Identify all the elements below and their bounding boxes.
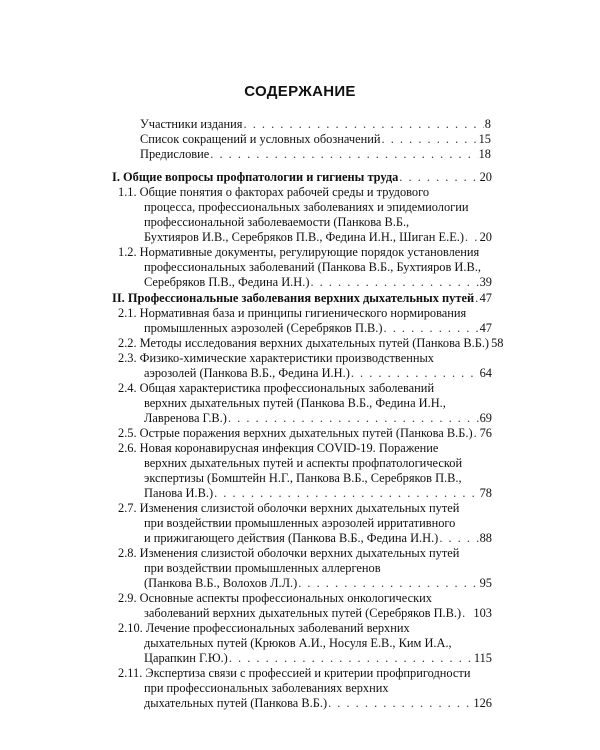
toc-entry[interactable] [114, 147, 491, 162]
toc-entry-line: Панова И.В.) [144, 486, 214, 500]
toc-entry-line: 2.8. Изменения слизистой оболочки верхних дыхательных путей [118, 546, 460, 560]
toc-page-number: 58 [491, 336, 504, 350]
toc-entry[interactable] [112, 501, 492, 546]
toc-entry[interactable] [112, 441, 492, 501]
toc-entry-line: (Панкова В.Б., Волохов Л.Л.) [144, 576, 298, 590]
toc-entry[interactable] [112, 351, 492, 381]
toc-page-number: 126 [473, 696, 492, 710]
toc-entry[interactable] [112, 336, 504, 351]
section-2 [112, 291, 504, 711]
toc-entry-text: Список сокращений и условных обозначений [140, 132, 381, 146]
toc-page-number: 47 [479, 291, 492, 305]
toc-entry[interactable] [114, 117, 491, 132]
toc-entry-line: при воздействии промышленных аэрозолей ирритативного [144, 516, 456, 530]
toc-entry[interactable] [112, 245, 492, 290]
toc-entry-line: 2.2. Методы исследования верхних дыхательных путей (Панкова В.Б.) [118, 336, 490, 350]
leader-dots [351, 366, 479, 381]
leader-dots [328, 696, 472, 711]
section-heading[interactable] [112, 170, 492, 185]
toc-page-number: 15 [478, 132, 491, 146]
toc-entry-line: дыхательных путей (Крюков А.И., Носуля Е.В., Ким И.А., [144, 636, 452, 650]
toc-page-number: 64 [479, 366, 492, 380]
toc-entry[interactable] [112, 591, 492, 621]
toc-page-number: 20 [479, 170, 492, 184]
toc-entry-line: 2.11. Экспертиза связи с профессией и критерии профпригодности [118, 666, 471, 680]
toc-page-number: 20 [479, 230, 492, 244]
toc-entry-line: промышленных аэрозолей (Серебряков П.В.) [144, 321, 383, 335]
section-heading-text: I. Общие вопросы профпатологии и гигиены труда [112, 170, 399, 184]
toc-page-number: 47 [479, 321, 492, 335]
leader-dots [229, 651, 473, 666]
toc-entry-text: Участники издания [140, 117, 243, 131]
toc-entry-line: дыхательных путей (Панкова В.Б.) [144, 696, 328, 710]
section-1 [112, 170, 492, 290]
toc-entry-line: Царапкин Г.Ю.) [144, 651, 228, 665]
leader-dots [214, 486, 479, 501]
leader-dots [228, 411, 479, 426]
toc-entry-line: профессиональной заболеваемости (Панкова В.Б., [144, 215, 410, 229]
toc-page-number: 78 [479, 486, 492, 500]
leader-dots [465, 230, 479, 245]
leader-dots [462, 606, 472, 621]
toc-entry[interactable] [112, 381, 492, 426]
toc-entry-line: верхних дыхательных путей и аспекты профпатологической [144, 456, 463, 470]
toc-entry-line: при воздействии промышленных аллергенов [144, 561, 381, 575]
toc-entry-line: 2.4. Общая характеристика профессиональных заболеваний [118, 381, 435, 395]
leader-dots [475, 291, 479, 306]
toc-page-number: 76 [479, 426, 492, 440]
toc-entry-line: Лавренова Г.В.) [144, 411, 227, 425]
toc-entry-line: 2.9. Основные аспекты профессиональных онкологических [118, 591, 432, 605]
leader-dots [382, 132, 478, 147]
section-heading[interactable] [112, 291, 492, 306]
toc-page-number: 95 [479, 576, 492, 590]
toc-entry-line: Серебряков П.В., Федина И.Н.) [144, 275, 310, 289]
leader-dots [474, 426, 479, 441]
toc-entry-line: профессиональных заболеваний (Панкова В.Б., Бухтияров И.В., [144, 260, 481, 274]
toc-entry[interactable] [112, 621, 492, 666]
leader-dots [399, 170, 478, 185]
toc-entry-line: 2.5. Острые поражения верхних дыхательных путей (Панкова В.Б.) [118, 426, 473, 440]
toc-entry[interactable] [112, 306, 492, 336]
toc-entry-text: Предисловие [140, 147, 210, 161]
toc-entry[interactable] [112, 185, 492, 245]
leader-dots [384, 321, 479, 336]
toc-entry-line: верхних дыхательных путей (Панкова В.Б., Федина И.Н., [144, 396, 446, 410]
toc-entry-line: 2.3. Физико-химические характеристики производственных [118, 351, 434, 365]
toc-entry-line: процесса, профессиональных заболеваниях и эпидемиологии [144, 200, 469, 214]
toc-entry[interactable] [112, 666, 492, 711]
leader-dots [298, 576, 478, 591]
toc-entry-line: 1.1. Общие понятия о факторах рабочей среды и трудового [118, 185, 430, 199]
section-heading-text: II. Профессиональные заболевания верхних дыхательных путей [112, 291, 475, 305]
toc-page-number: 69 [479, 411, 492, 425]
toc-entry-line: 2.10. Лечение профессиональных заболеваний верхних [118, 621, 410, 635]
toc-entry-line: 1.2. Нормативные документы, регулирующие порядок установления [118, 245, 480, 259]
page-title: СОДЕРЖАНИЕ [244, 83, 356, 100]
toc-entry-line: аэрозолей (Панкова В.Б., Федина И.Н.) [144, 366, 350, 380]
leader-dots [244, 117, 484, 132]
toc-entry[interactable] [112, 546, 492, 591]
toc-page-number: 88 [479, 531, 492, 545]
section-2-items [112, 306, 504, 711]
front-matter [114, 117, 491, 162]
toc-entry[interactable] [112, 426, 492, 441]
toc-entry-line: и прижигающего действия (Панкова В.Б., Федина И.Н.) [144, 531, 439, 545]
toc-page-number: 18 [478, 147, 491, 161]
leader-dots [439, 531, 478, 546]
toc-entry-line: 2.6. Новая коронавирусная инфекция COVID-19. Поражение [118, 441, 439, 455]
toc-page-number: 39 [479, 275, 492, 289]
toc-page-number: 103 [473, 606, 492, 620]
toc-entry[interactable] [114, 132, 491, 147]
toc-entry-line: при профессиональных заболеваниях верхних [144, 681, 389, 695]
toc-page-number: 8 [484, 117, 491, 131]
toc-entry-line: Бухтияров И.В., Серебряков П.В., Федина И.Н., Шиган Е.Е.) [144, 230, 464, 244]
toc-page-number: 115 [473, 651, 492, 665]
toc-entry-line: 2.7. Изменения слизистой оболочки верхних дыхательных путей [118, 501, 460, 515]
toc-entry-line: 2.1. Нормативная база и принципы гигиенического нормирования [118, 306, 467, 320]
leader-dots [210, 147, 477, 162]
toc-entry-line: экспертизы (Бомштейн Н.Г., Панкова В.Б., Серебряков П.В., [144, 471, 462, 485]
toc-entry-line: заболеваний верхних дыхательных путей (Серебряков П.В.) [144, 606, 462, 620]
leader-dots [310, 275, 478, 290]
